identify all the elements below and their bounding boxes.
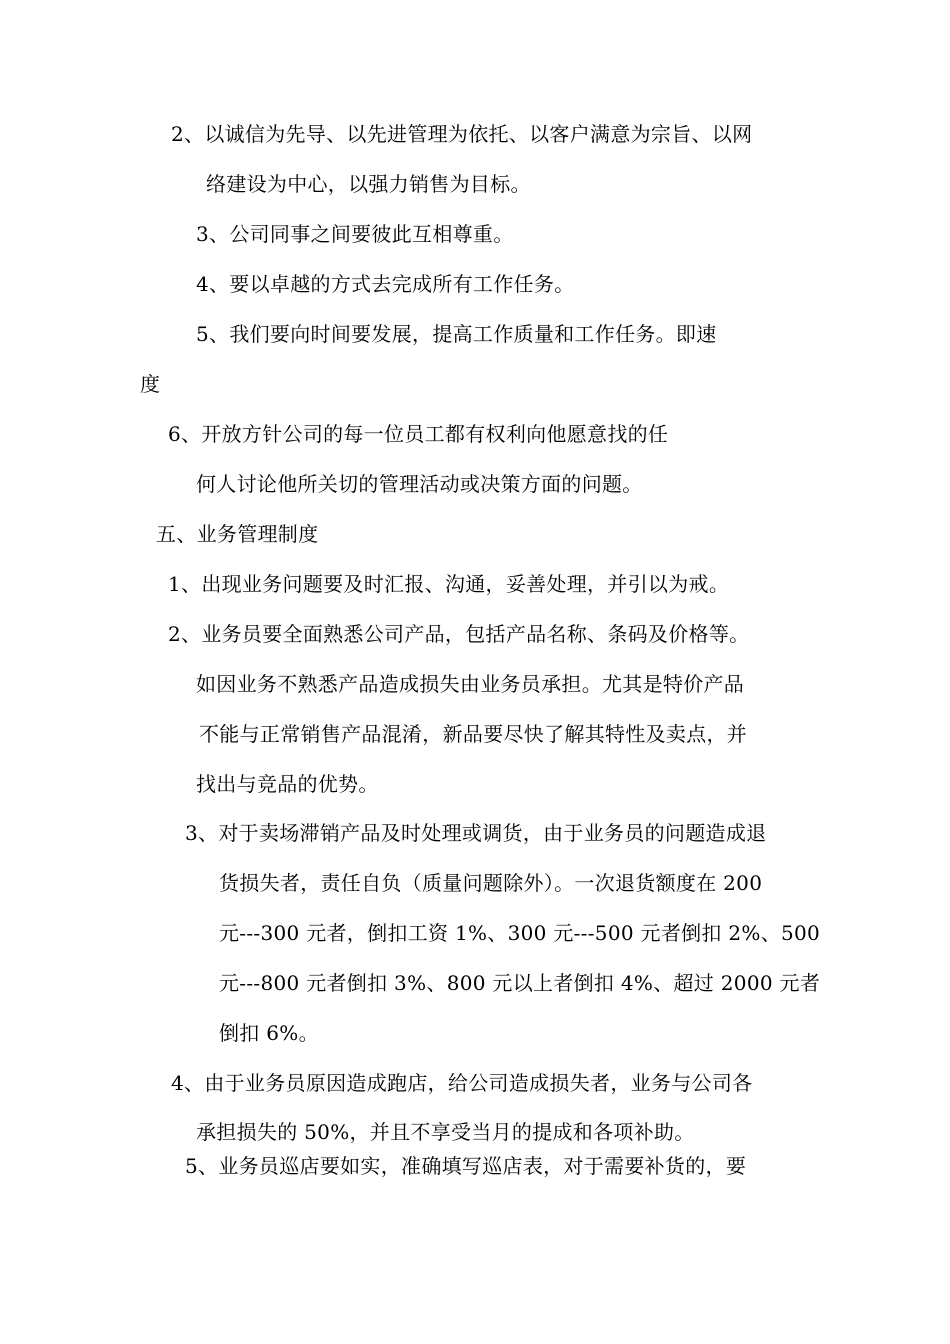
paragraph-line: 元---800 元者倒扣 3%、800 元以上者倒扣 4%、超过 2000 元者 bbox=[219, 971, 821, 995]
paragraph-line: 倒扣 6%。 bbox=[219, 1021, 319, 1045]
paragraph-line: 如因业务不熟悉产品造成损失由业务员承担。尤其是特价产品 bbox=[196, 672, 745, 696]
paragraph-line: 承担损失的 50%，并且不享受当月的提成和各项补助。 bbox=[196, 1120, 695, 1144]
paragraph-line: 3、对于卖场滞销产品及时处理或调货，由于业务员的问题造成退 bbox=[185, 821, 767, 845]
paragraph-line: 元---300 元者，倒扣工资 1%、300 元---500 元者倒扣 2%、500 bbox=[219, 921, 821, 945]
paragraph-line: 5、我们要向时间要发展，提高工作质量和工作任务。即速 bbox=[196, 322, 717, 346]
paragraph-line: 络建设为中心，以强力销售为目标。 bbox=[206, 172, 531, 196]
paragraph-line: 不能与正常销售产品混淆，新品要尽快了解其特性及卖点，并 bbox=[199, 722, 748, 746]
paragraph-line: 2、业务员要全面熟悉公司产品，包括产品名称、条码及价格等。 bbox=[168, 622, 750, 646]
paragraph-line: 1、出现业务问题要及时汇报、沟通，妥善处理，并引以为戒。 bbox=[168, 572, 730, 596]
paragraph-line: 2、以诚信为先导、以先进管理为依托、以客户满意为宗旨、以网 bbox=[171, 122, 753, 146]
paragraph-line: 5、业务员巡店要如实，准确填写巡店表，对于需要补货的，要 bbox=[185, 1154, 747, 1178]
paragraph-line: 度 bbox=[140, 372, 161, 396]
paragraph-line: 3、公司同事之间要彼此互相尊重。 bbox=[196, 222, 514, 246]
section-heading: 五、业务管理制度 bbox=[156, 522, 319, 546]
paragraph-line: 货损失者，责任自负（质量问题除外）。一次退货额度在 200 bbox=[219, 871, 763, 895]
paragraph-line: 找出与竞品的优势。 bbox=[196, 772, 379, 796]
paragraph-line: 4、要以卓越的方式去完成所有工作任务。 bbox=[196, 272, 575, 296]
paragraph-line: 6、开放方针公司的每一位员工都有权利向他愿意找的任 bbox=[168, 422, 669, 446]
paragraph-line: 何人讨论他所关切的管理活动或决策方面的问题。 bbox=[196, 472, 643, 496]
paragraph-line: 4、由于业务员原因造成跑店，给公司造成损失者，业务与公司各 bbox=[171, 1071, 753, 1095]
